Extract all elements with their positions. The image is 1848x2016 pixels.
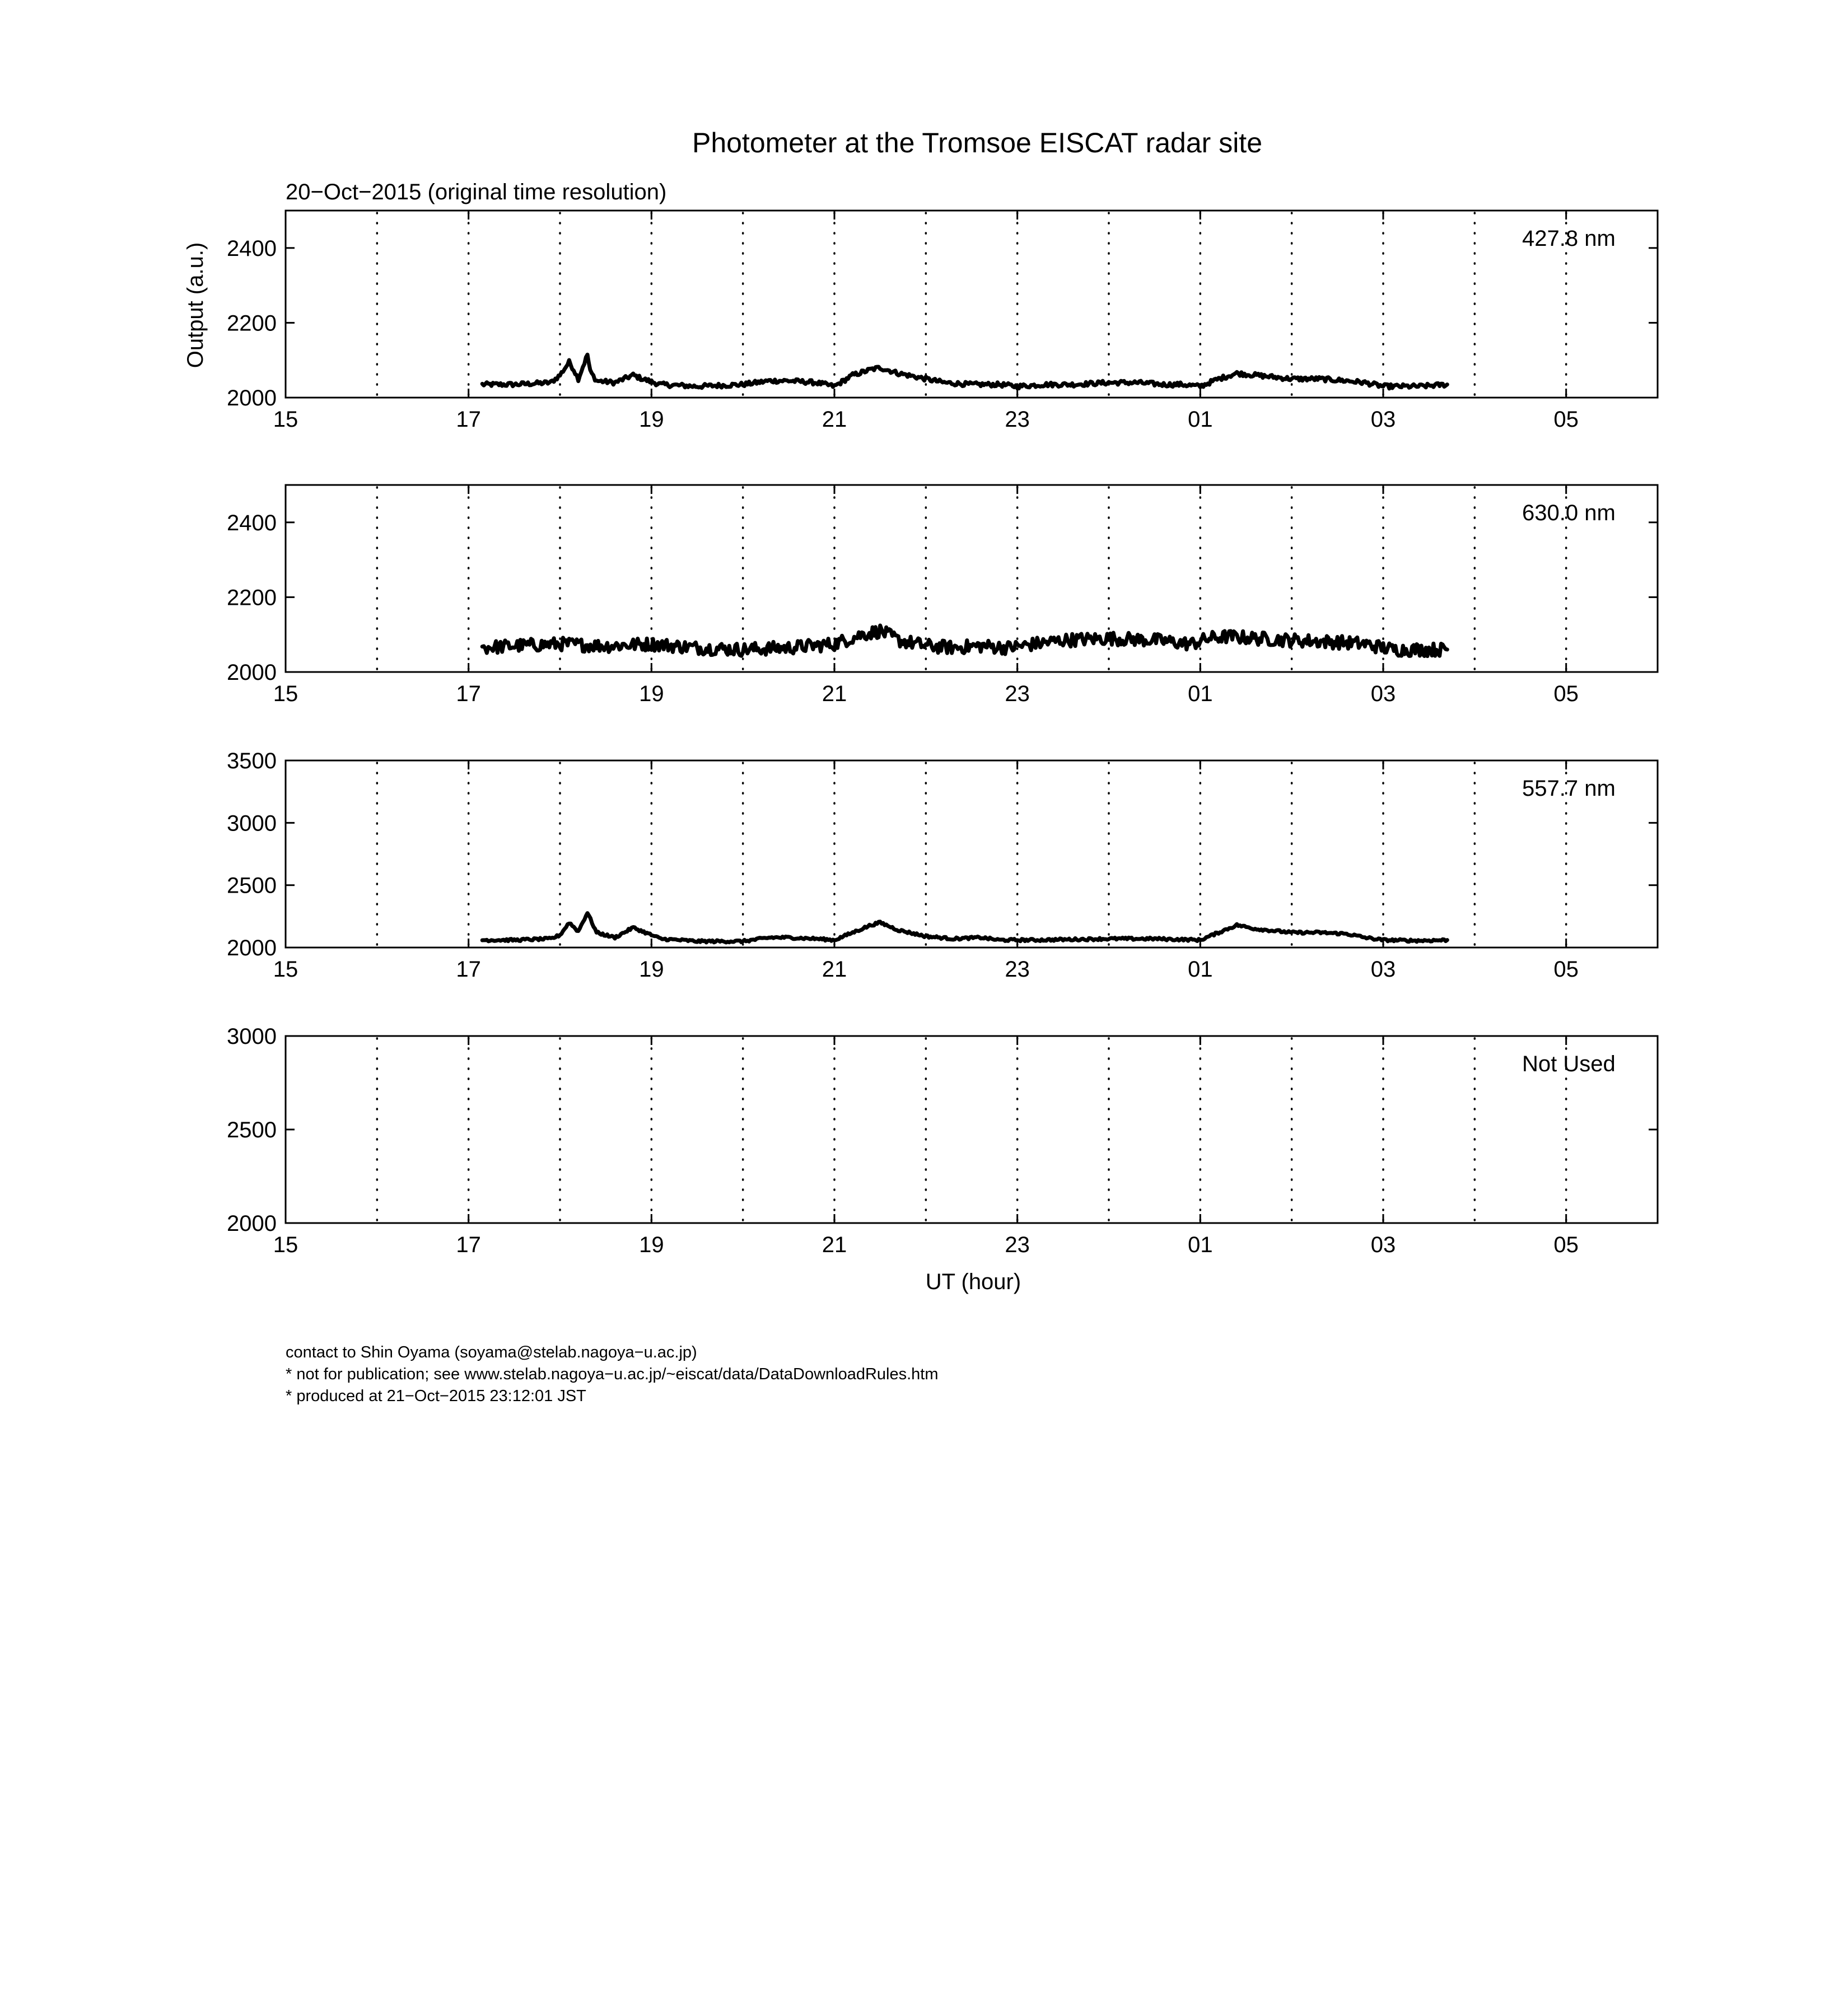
x-tick-label: 19 [639,682,664,706]
y-tick-label: 2500 [227,1118,277,1142]
figure-subtitle: 20−Oct−2015 (original time resolution) [286,180,667,204]
panel-label: Not Used [1522,1052,1616,1076]
panel-label: 630.0 nm [1522,501,1616,525]
x-tick-label: 17 [456,407,481,432]
y-axis-label: Output (a.u.) [183,242,208,368]
y-tick-label: 2000 [227,386,277,410]
footer-rules: * not for publication; see www.stelab.nagoya−u.ac.jp/~eiscat/data/DataDownloadRules.htm [286,1365,939,1383]
x-tick-label: 01 [1188,682,1213,706]
x-tick-label: 15 [273,1233,298,1257]
x-tick-label: 23 [1005,1233,1030,1257]
y-tick-label: 2000 [227,660,277,685]
panel-2 [227,485,1658,706]
series-line-1 [482,913,1447,942]
x-tick-label: 01 [1188,407,1213,432]
y-tick-label: 3500 [227,749,277,773]
x-tick-label: 01 [1188,957,1213,982]
x-tick-label: 03 [1370,957,1396,982]
x-tick-label: 21 [822,1233,847,1257]
series-line-1 [482,354,1447,389]
panel-label: 557.7 nm [1522,776,1616,801]
x-tick-label: 17 [456,957,481,982]
x-tick-label: 05 [1553,957,1579,982]
x-tick-label: 01 [1188,1233,1213,1257]
footer-notes [286,1342,939,1407]
x-tick-label: 23 [1005,407,1030,432]
x-tick-label: 21 [822,682,847,706]
panel-3 [227,749,1658,982]
footer-produced: * produced at 21−Oct−2015 23:12:01 JST [286,1387,586,1405]
x-tick-label: 23 [1005,957,1030,982]
chart-panels [227,211,1658,1257]
footer-contact: contact to Shin Oyama (soyama@stelab.nagoya−u.ac.jp) [286,1343,697,1361]
x-tick-label: 23 [1005,682,1030,706]
y-tick-label: 2000 [227,936,277,960]
y-tick-label: 3000 [227,811,277,836]
y-tick-label: 3000 [227,1024,277,1049]
x-tick-label: 05 [1553,1233,1579,1257]
x-tick-label: 05 [1553,407,1579,432]
x-axis-label: UT (hour) [925,1270,1021,1294]
x-tick-label: 21 [822,957,847,982]
x-tick-label: 15 [273,957,298,982]
x-tick-label: 15 [273,682,298,706]
figure-title: Photometer at the Tromsoe EISCAT radar site [692,127,1263,158]
x-tick-label: 19 [639,1233,664,1257]
y-tick-label: 2200 [227,585,277,610]
series-line-1 [482,626,1447,656]
y-tick-label: 2500 [227,873,277,898]
x-tick-label: 19 [639,407,664,432]
plot-frame [286,1036,1658,1223]
y-tick-label: 2000 [227,1211,277,1236]
x-tick-label: 03 [1370,682,1396,706]
panel-4 [227,1024,1658,1257]
panel-1 [227,211,1658,432]
plot-frame [286,211,1658,398]
x-tick-label: 17 [456,1233,481,1257]
x-tick-label: 17 [456,682,481,706]
x-tick-label: 19 [639,957,664,982]
x-tick-label: 03 [1370,407,1396,432]
x-tick-label: 05 [1553,682,1579,706]
x-tick-label: 15 [273,407,298,432]
y-tick-label: 2400 [227,510,277,535]
y-tick-label: 2200 [227,311,277,336]
x-tick-label: 03 [1370,1233,1396,1257]
panel-label: 427.8 nm [1522,226,1616,251]
y-tick-label: 2400 [227,236,277,261]
plot-frame [286,760,1658,948]
x-tick-label: 21 [822,407,847,432]
